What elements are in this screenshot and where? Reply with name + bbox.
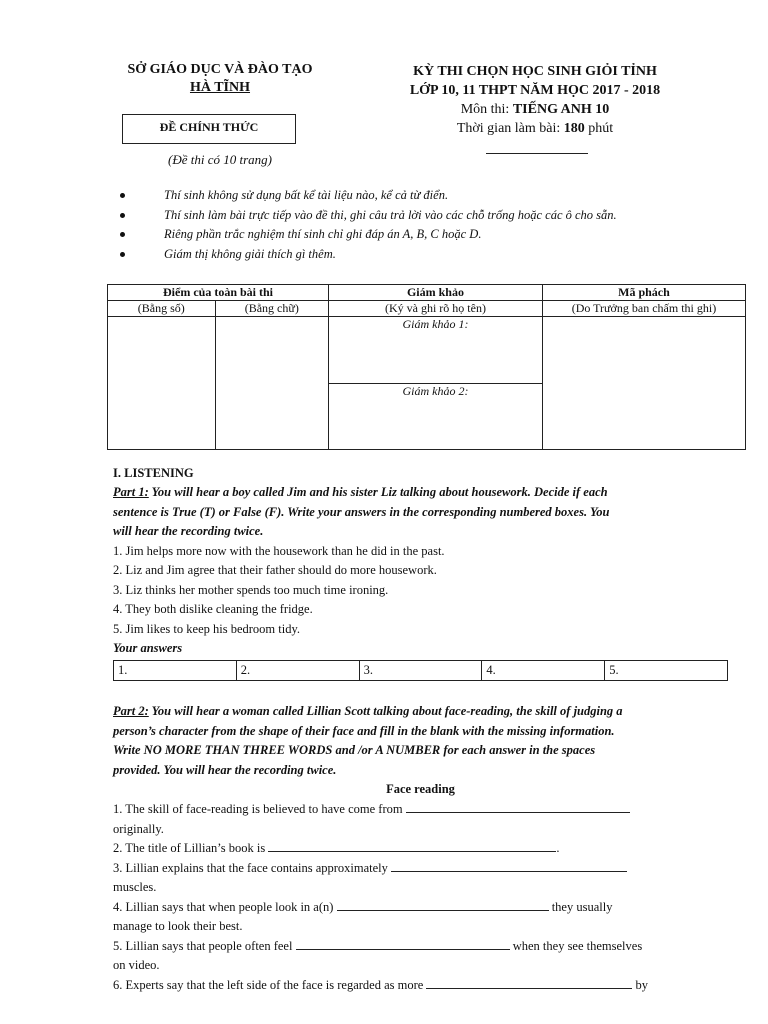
pages-note: (Đề thi có 10 trang) (168, 152, 272, 167)
q3-continuation: muscles. (113, 880, 157, 894)
part2-instr-line: You will hear a woman called Lillian Scott talking about face-reading, the skill of judging a (148, 704, 623, 718)
answer-box-2[interactable]: 2. (236, 661, 359, 681)
bullet-icon (120, 193, 125, 198)
time-suffix: phút (584, 121, 614, 136)
subject-name: TIẾNG ANH 10 (512, 102, 610, 117)
answer-box-1[interactable]: 1. (114, 661, 237, 681)
code-cell[interactable] (542, 317, 745, 450)
q1-continuation: originally. (113, 821, 164, 836)
part2-questions (113, 800, 728, 995)
part2-instr-line: provided. You will hear the recording twice. (113, 762, 337, 777)
q5-text-after: when they see themselves (509, 938, 643, 953)
subject-prefix: Môn thi: (460, 102, 513, 117)
exam-time (370, 121, 700, 137)
question-5 (113, 937, 728, 957)
examiner2-cell[interactable] (329, 383, 543, 449)
q2-blank[interactable] (268, 839, 556, 852)
your-answers-label: Your answers (113, 641, 183, 655)
header-divider (486, 153, 588, 154)
q1-text: 1. The skill of face-reading is believed to have come from (113, 802, 403, 816)
part2-instructions (113, 702, 728, 780)
instruction-text: Thí sinh không sử dụng bất kể tài liệu nào, kể cả từ điển. (164, 188, 449, 202)
part2-title: Face reading (386, 782, 455, 796)
answer-box-5[interactable]: 5. (605, 661, 728, 681)
score-number-cell[interactable] (108, 317, 216, 450)
q4-continuation: manage to look their best. (113, 919, 243, 933)
instruction-text: Thí sinh làm bài trực tiếp vào đề thi, ghi câu trả lời vào các chỗ trống hoặc các ô cho sẵn. (164, 207, 617, 222)
statement-item: 2. Liz and Jim agree that their father should do more housework. (113, 563, 437, 577)
examiner2-label: Giám khảo 2: (402, 383, 469, 398)
part1-instr-line: will hear the recording twice. (113, 524, 264, 538)
question-3 (113, 859, 728, 879)
province-name: HÀ TĨNH (189, 80, 251, 95)
question-2 (113, 839, 728, 859)
part1-instr-line: You will hear a boy called Jim and his sister Liz talking about housework. Decide if each (148, 485, 608, 499)
instruction-text: Giám thị không giải thích gì thêm. (164, 246, 336, 261)
part1-instr-line: sentence is True (T) or False (F). Write your answers in the corresponding numbered boxes. You (113, 504, 610, 519)
part1-label: Part 1: (113, 485, 149, 499)
q4-text-after: they usually (548, 899, 613, 914)
q2-end: . (556, 841, 560, 855)
header-examiner: Giám khảo (329, 285, 543, 301)
q2-text: 2. The title of Lillian’s book is (113, 841, 266, 855)
bullet-icon (120, 232, 125, 237)
sub-examiner: (Ký và ghi rõ họ tên) (329, 300, 543, 317)
question-1 (113, 800, 728, 820)
q4-blank[interactable] (337, 898, 549, 911)
examiner1-label: Giám khảo 1: (402, 317, 469, 332)
q3-text: 3. Lillian explains that the face contains approximately (113, 860, 388, 875)
exam-title: KỲ THI CHỌN HỌC SINH GIỎI TỈNH (413, 64, 657, 79)
score-words-cell[interactable] (215, 317, 329, 450)
sub-by-number: (Bằng số) (108, 300, 216, 317)
score-table (107, 284, 746, 450)
header-left (100, 62, 340, 96)
instruction-item (120, 208, 700, 228)
statement-item: 1. Jim helps more now with the housework than he did in the past. (113, 543, 445, 558)
q3-blank[interactable] (391, 859, 627, 872)
q6-blank[interactable] (426, 976, 632, 989)
sub-by-words: (Bằng chữ) (215, 300, 329, 317)
statement-item: 3. Liz thinks her mother spends too much time ironing. (113, 582, 389, 597)
statement-item: 5. Jim likes to keep his bedroom tidy. (113, 621, 301, 636)
q4-text: 4. Lillian says that when people look in a(n) (113, 899, 334, 914)
answer-box-3[interactable]: 3. (359, 661, 482, 681)
q6-text: 6. Experts say that the left side of the face is regarded as more (113, 977, 424, 992)
q5-continuation: on video. (113, 958, 160, 972)
instructions-list (120, 188, 700, 266)
question-6 (113, 976, 728, 996)
q5-text: 5. Lillian says that people often feel (113, 938, 293, 953)
department-name: SỞ GIÁO DỤC VÀ ĐÀO TẠO (127, 62, 313, 77)
part2-instr-line: Write NO MORE THAN THREE WORDS and /or A NUMBER for each answer in the spaces (113, 743, 596, 757)
q5-blank[interactable] (296, 937, 510, 950)
answer-box-4[interactable]: 4. (482, 661, 605, 681)
section-heading-listening: I. LISTENING (113, 466, 194, 480)
sub-code: (Do Trưởng ban chấm thi ghi) (542, 300, 745, 317)
bullet-icon (120, 252, 125, 257)
q1-blank[interactable] (406, 800, 630, 813)
part1-instructions (113, 483, 728, 659)
time-value: 180 (563, 121, 585, 136)
instruction-item (120, 247, 700, 267)
exam-subtitle: LỚP 10, 11 THPT NĂM HỌC 2017 - 2018 (409, 83, 661, 98)
instruction-text: Riêng phần trắc nghiệm thí sinh chỉ ghi đáp án A, B, C hoặc D. (164, 227, 482, 241)
instruction-item (120, 188, 700, 208)
time-prefix: Thời gian làm bài: (456, 121, 564, 136)
question-4 (113, 898, 728, 918)
official-label: ĐỀ CHÍNH THỨC (122, 114, 296, 144)
examiner1-cell[interactable] (329, 317, 543, 383)
instruction-item (120, 227, 700, 247)
statement-item: 4. They both dislike cleaning the fridge. (113, 602, 313, 616)
q6-text-after: by (632, 977, 649, 992)
part2-label: Part 2: (113, 704, 149, 718)
exam-subject (370, 102, 700, 118)
answer-table (113, 660, 728, 681)
header-total-score: Điểm của toàn bài thi (108, 285, 329, 301)
header-code: Mã phách (542, 285, 745, 301)
part2-instr-line: person’s character from the shape of their face and fill in the blank with the missing information. (113, 723, 615, 738)
header-right (370, 64, 700, 137)
bullet-icon (120, 213, 125, 218)
